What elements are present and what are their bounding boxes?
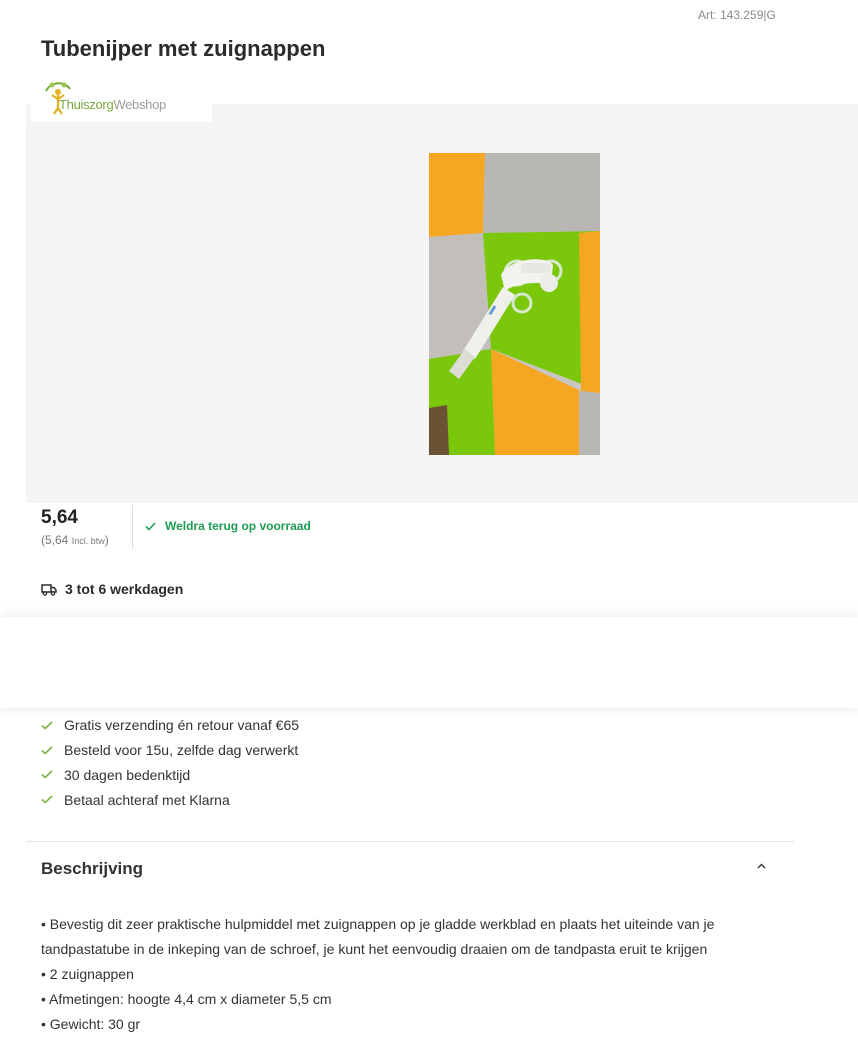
usp-text: Betaal achteraf met Klarna — [64, 791, 230, 808]
price-incl-close: ) — [104, 533, 109, 547]
check-icon — [41, 721, 53, 730]
description-line: • 2 zuignappen — [41, 966, 134, 982]
logo-text — [59, 97, 166, 112]
usp-item — [41, 763, 299, 788]
stock-status — [145, 519, 311, 533]
price-incl-value: (5,64 — [41, 533, 69, 547]
product-image[interactable] — [429, 153, 600, 455]
description-body — [41, 912, 791, 1037]
section-divider — [26, 841, 794, 842]
price-divider — [132, 505, 133, 549]
usp-text: Besteld voor 15u, zelfde dag verwerkt — [64, 742, 299, 759]
check-icon — [41, 746, 53, 755]
description-line: • Gewicht: 30 gr — [41, 1016, 141, 1032]
brand-logo[interactable] — [31, 75, 212, 122]
usp-text: 30 dagen bedenktijd — [64, 766, 191, 783]
logo-text-part2: Webshop — [113, 97, 166, 112]
logo-text-part1: Thuiszorg — [59, 97, 114, 112]
usp-list — [41, 713, 299, 812]
usp-item — [41, 738, 299, 763]
check-icon — [41, 770, 53, 779]
price-incl-vat — [41, 533, 109, 547]
delivery-text: 3 tot 6 werkdagen — [65, 581, 184, 597]
stock-status-text: Weldra terug op voorraad — [165, 519, 311, 533]
description-line: • Bevestig dit zeer praktische hulpmiddel met zuignappen op je gladde werkblad en plaats het uiteinde van je tandpastatube in de inkeping van de schroef, je kunt het eenvoudig draaien om de tandpasta eruit te krijgen — [41, 916, 715, 957]
description-heading[interactable]: Beschrijving — [41, 859, 144, 878]
chevron-up-icon[interactable] — [756, 862, 767, 870]
check-icon — [41, 795, 53, 804]
usp-item — [41, 713, 299, 738]
price: 5,64 — [41, 507, 78, 528]
price-incl-label: Incl. btw — [71, 536, 105, 546]
check-icon — [145, 522, 156, 531]
sticky-bar-tab — [791, 604, 858, 618]
delivery-time — [41, 581, 183, 597]
usp-text: Gratis verzending én retour vanaf €65 — [64, 717, 300, 734]
description-line: • Afmetingen: hoogte 4,4 cm x diameter 5,5 cm — [41, 991, 332, 1007]
sticky-bar — [0, 617, 858, 708]
product-gallery[interactable] — [26, 104, 858, 503]
article-number: Art: 143.259|G — [698, 8, 776, 22]
usp-item — [41, 787, 299, 812]
truck-icon — [41, 583, 57, 596]
product-title: Tubenijper met zuignappen — [41, 36, 326, 61]
